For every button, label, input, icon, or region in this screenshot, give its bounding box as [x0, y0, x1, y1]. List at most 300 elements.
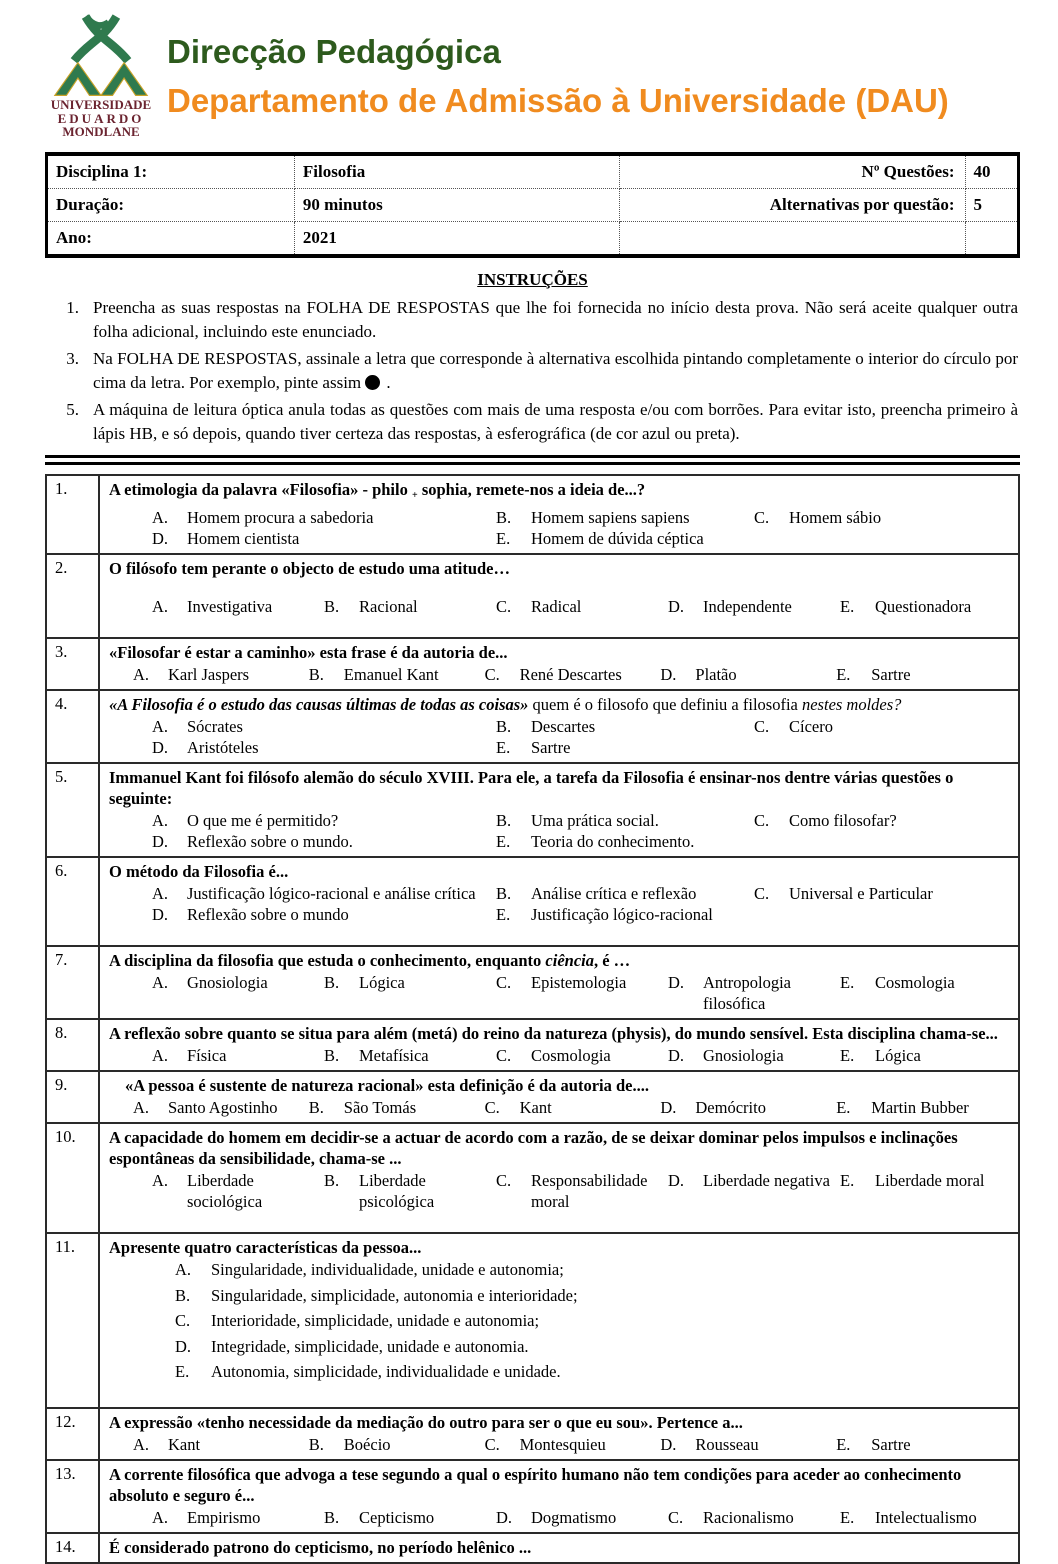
answer-option [324, 596, 496, 617]
option-letter: B. [496, 508, 512, 527]
question-body [99, 763, 1019, 857]
option-text: Boécio [343, 1434, 391, 1454]
option-text: Kant [168, 1434, 201, 1454]
option-text: Lógica [359, 973, 405, 992]
question-body [99, 554, 1019, 638]
question-row [46, 1233, 1019, 1408]
option-text: Liberdade moral [875, 1171, 985, 1190]
answer-option [668, 1045, 840, 1066]
option-letter: D. [660, 1434, 677, 1454]
question-stem [109, 1023, 1012, 1044]
stem-text: A disciplina da filosofia que estuda o conhecimento, enquanto [109, 951, 546, 970]
university-name-line: MONDLANE [62, 124, 140, 139]
question-row [46, 1123, 1019, 1233]
option-letter: C. [754, 884, 770, 903]
option-text: O que me é permitido? [187, 811, 339, 830]
department-title: Departamento de Admissão à Universidade (DAU) [167, 82, 949, 119]
question-stem [109, 1412, 1012, 1433]
answer-option [496, 831, 754, 852]
question-number: 11. [46, 1233, 99, 1408]
stem-text: A expressão «tenho necessidade da mediação do outro para ser o que eu sou». Pertence a... [109, 1412, 743, 1432]
answer-option [840, 1045, 1012, 1066]
options-grid3 [109, 810, 1012, 852]
option-text: Gnosiologia [703, 1046, 784, 1065]
answer-option [840, 1170, 1012, 1212]
header [45, 10, 1020, 148]
info-value: Filosofia [294, 154, 620, 189]
stem-text: nestes moldes? [801, 695, 902, 714]
option-text: Teoria do conhecimento. [531, 832, 695, 851]
answer-option [668, 596, 840, 617]
option-text: Homem sapiens sapiens [531, 508, 690, 527]
option-text: Epistemologia [531, 973, 627, 992]
option-text: Karl Jaspers [168, 665, 250, 684]
option-letter: A. [152, 508, 169, 527]
info-label: Duração: [47, 189, 295, 222]
option-letter: A. [133, 1098, 150, 1117]
instruction-item [45, 347, 1020, 395]
option-text: Sartre [531, 738, 571, 757]
question-number: 12. [46, 1408, 99, 1460]
option-letter: E. [840, 1171, 855, 1190]
option-text: Racionalismo [703, 1507, 794, 1527]
option-letter: D. [152, 738, 169, 757]
stem-text: O método da Filosofia é... [109, 862, 289, 881]
instructions-section [45, 270, 1020, 446]
answer-option [754, 507, 1012, 528]
answer-option [152, 1170, 324, 1212]
option-letter: B. [175, 1285, 191, 1305]
question-row [46, 475, 1019, 554]
answer-option [324, 1170, 496, 1212]
question-row [46, 1460, 1019, 1533]
question-row [46, 1408, 1019, 1460]
answer-option [836, 664, 1012, 685]
options-row [109, 1097, 1012, 1118]
option-letter: D. [496, 1507, 513, 1527]
answer-option [840, 1507, 1012, 1528]
info-value: 5 [965, 189, 1018, 222]
stem-text: «Filosofar é estar a caminho» esta frase é da autoria de... [109, 643, 508, 662]
question-number: 13. [46, 1460, 99, 1533]
info-value [965, 222, 1018, 257]
stem-text: A reflexão sobre quanto se situa para além (metá) do reino da natureza (physis), do mundo sensível. Esta disciplina chama-se... [109, 1024, 998, 1043]
info-label [620, 222, 965, 257]
answer-option [754, 716, 1012, 737]
answer-option [152, 810, 496, 831]
instruction-number: 3. [66, 349, 79, 368]
option-text: Gnosiologia [187, 973, 268, 992]
question-row [46, 1533, 1019, 1563]
option-text: Emanuel Kant [343, 665, 439, 684]
answer-option [152, 883, 496, 904]
answer-option [175, 1336, 1012, 1357]
option-letter: E. [496, 529, 511, 548]
option-text: René Descartes [519, 665, 622, 684]
question-number: 9. [46, 1071, 99, 1123]
option-text: Questionadora [875, 597, 972, 616]
options-row [109, 972, 1012, 1014]
instruction-item [45, 296, 1020, 344]
option-letter: B. [308, 665, 324, 684]
question-stem [109, 1537, 1012, 1558]
option-letter: D. [668, 1046, 685, 1065]
answer-option [668, 1170, 840, 1212]
option-letter: D. [668, 1171, 685, 1190]
answer-option [836, 1097, 1012, 1118]
answer-option [496, 528, 754, 549]
option-letter: B. [496, 884, 512, 903]
option-text: Homem sábio [789, 508, 882, 527]
option-letter: E. [496, 905, 511, 924]
option-text: Homem de dúvida céptica [531, 529, 704, 548]
option-letter: B. [324, 973, 340, 992]
stem-text: Immanuel Kant foi filósofo alemão do século XVIII. Para ele, a tarefa da Filosofia é ensinar-nos dentre várias questões o seguinte: [109, 768, 954, 808]
question-number: 3. [46, 638, 99, 690]
answer-option [660, 1434, 836, 1455]
answer-option [485, 1434, 661, 1455]
answer-option [485, 664, 661, 685]
answer-option [152, 596, 324, 617]
option-text: Martin Bubber [871, 1098, 969, 1117]
stem-text: «A Filosofia é o estudo das causas últimas de todas as coisas» [109, 695, 529, 714]
info-label: Nº Questões: [620, 154, 965, 189]
question-body [99, 857, 1019, 946]
option-letter: D. [668, 597, 685, 616]
question-body [99, 1460, 1019, 1533]
answer-option [152, 528, 496, 549]
stem-text: É considerado patrono do cepticismo, no período helênico ... [109, 1537, 532, 1557]
answer-option [496, 883, 754, 904]
question-row [46, 857, 1019, 946]
instruction-text [93, 296, 1020, 344]
answer-option [324, 972, 496, 1014]
option-text: Cícero [789, 717, 833, 736]
option-text: Descartes [531, 717, 596, 736]
option-letter: A. [152, 1171, 169, 1190]
option-letter: D. [668, 973, 685, 992]
question-stem [109, 767, 1012, 809]
uem-emblem-icon [51, 12, 151, 98]
option-text: Reflexão sobre o mundo [187, 905, 349, 924]
instruction-text-span: Na FOLHA DE RESPOSTAS, assinale a letra que corresponde à alternativa escolhida pintando completamente o interior do círculo por cima da letra. Por exemplo, pinte assim [93, 349, 1018, 392]
option-letter: A. [152, 597, 169, 616]
option-letter: C. [175, 1311, 191, 1330]
answer-option [152, 737, 496, 758]
question-stem [109, 558, 1012, 579]
option-letter: B. [308, 1434, 324, 1454]
option-letter: E. [840, 973, 855, 992]
option-letter: C. [754, 717, 770, 736]
option-text: Liberdade negativa [703, 1171, 830, 1190]
section-divider [45, 455, 1020, 465]
option-text: São Tomás [343, 1098, 417, 1117]
answer-option [840, 972, 1012, 1014]
info-row [47, 222, 1019, 257]
question-body [99, 1123, 1019, 1233]
info-value: 40 [965, 154, 1018, 189]
question-stem [109, 642, 1012, 663]
option-text: Santo Agostinho [168, 1098, 278, 1117]
answer-option [496, 596, 668, 617]
instructions-heading: INSTRUÇÕES [477, 270, 588, 289]
option-letter: A. [152, 1046, 169, 1065]
option-text: Homem cientista [187, 529, 300, 548]
option-text: Análise crítica e reflexão [531, 884, 697, 903]
option-letter: C. [754, 508, 770, 527]
instruction-number: 5. [66, 400, 79, 419]
answer-option [754, 810, 1012, 831]
option-letter: C. [484, 1098, 500, 1117]
option-text: Universal e Particular [789, 884, 933, 903]
option-letter: D. [175, 1336, 192, 1356]
instruction-item [45, 398, 1020, 446]
instruction-number: 1. [66, 298, 79, 317]
answer-option [496, 904, 754, 925]
question-row [46, 946, 1019, 1019]
answer-option [152, 1507, 324, 1528]
question-body [99, 475, 1019, 554]
stem-text: «A pessoa é sustente de natureza racional» esta definição é da autoria de.... [125, 1076, 649, 1095]
option-text: Cosmologia [531, 1046, 611, 1065]
info-value: 2021 [294, 222, 620, 257]
option-letter: B. [324, 597, 340, 616]
options-grid3 [109, 883, 1012, 925]
answer-option [133, 664, 309, 685]
option-text: Racional [359, 597, 418, 616]
question-stem [109, 1127, 1012, 1169]
option-text: Física [187, 1046, 227, 1065]
question-number: 4. [46, 690, 99, 763]
stem-text: A capacidade do homem em decidir-se a actuar de acordo com a razão, de se deixar dominar pelos impulsos e inclinações espontâneas da sensibilidade, chama-se ... [109, 1128, 958, 1168]
option-letter: E. [496, 738, 511, 757]
option-text: Demócrito [695, 1098, 766, 1117]
instruction-text [93, 398, 1020, 446]
question-body [99, 690, 1019, 763]
options-row [109, 596, 1012, 617]
answer-option [152, 831, 496, 852]
option-text: Cosmologia [875, 973, 955, 992]
answer-option [152, 1045, 324, 1066]
option-letter: E. [836, 1434, 851, 1454]
option-letter: A. [152, 717, 169, 736]
header-titles [157, 10, 949, 124]
question-stem [109, 1464, 1012, 1506]
option-letter: A. [133, 1434, 150, 1454]
questions-table [45, 474, 1020, 1564]
stem-text: , é … [593, 951, 631, 970]
option-letter: E. [175, 1362, 190, 1381]
option-letter: E. [496, 832, 511, 851]
question-stem [109, 694, 1012, 715]
answer-option [496, 737, 754, 758]
option-letter: D. [152, 832, 169, 851]
option-text: Integridade, simplicidade, unidade e autonomia. [211, 1336, 529, 1356]
option-text: Liberdade psicológica [359, 1171, 435, 1211]
option-text: Sócrates [187, 717, 243, 736]
stem-text: Apresente quatro características da pessoa... [109, 1238, 422, 1257]
question-row [46, 763, 1019, 857]
option-text: Sartre [871, 665, 911, 684]
question-stem [109, 1075, 1012, 1096]
option-text: Intelectualismo [875, 1507, 977, 1527]
question-body [99, 638, 1019, 690]
option-text: Reflexão sobre o mundo. [187, 832, 353, 851]
answer-option [836, 1434, 1012, 1455]
answer-option [152, 507, 496, 528]
university-name-line: EDUARDO [57, 110, 145, 126]
question-number: 5. [46, 763, 99, 857]
answer-option [668, 972, 840, 1014]
option-letter: A. [152, 973, 169, 992]
info-label: Alternativas por questão: [620, 189, 965, 222]
answer-option [175, 1361, 1012, 1382]
answer-option [485, 1097, 661, 1118]
option-text: Dogmatismo [531, 1507, 617, 1527]
instruction-text [93, 347, 1020, 395]
option-text: Investigativa [187, 597, 273, 616]
answer-option [133, 1097, 309, 1118]
option-letter: E. [840, 1046, 855, 1065]
answer-option [309, 664, 485, 685]
answer-option [496, 972, 668, 1014]
option-letter: C. [484, 665, 500, 684]
option-letter: E. [840, 1507, 855, 1527]
answer-option [840, 596, 1012, 617]
option-letter: E. [840, 597, 855, 616]
question-body [99, 1233, 1019, 1408]
answer-option [660, 1097, 836, 1118]
answer-option [496, 1170, 668, 1212]
option-text: Autonomia, simplicidade, individualidade e unidade. [211, 1362, 561, 1381]
stem-text: + [411, 490, 418, 501]
option-text: Singularidade, individualidade, unidade e autonomia; [211, 1260, 564, 1279]
question-row [46, 690, 1019, 763]
option-text: Independente [703, 597, 792, 616]
options-row [109, 664, 1012, 685]
option-text: Rousseau [695, 1434, 759, 1454]
question-body [99, 1071, 1019, 1123]
options-row [109, 1507, 1012, 1528]
option-letter: A. [152, 884, 169, 903]
option-letter: A. [152, 1507, 169, 1527]
option-letter: B. [324, 1507, 340, 1527]
answer-option [175, 1285, 1012, 1306]
option-letter: C. [496, 973, 512, 992]
info-row [47, 189, 1019, 222]
options-grid3 [109, 507, 1012, 549]
answer-option [324, 1507, 496, 1528]
option-text: Justificação lógico-racional [531, 905, 713, 924]
answer-option [496, 716, 754, 737]
answer-option [496, 507, 754, 528]
option-letter: C. [754, 811, 770, 830]
option-letter: C. [484, 1434, 500, 1454]
option-letter: A. [152, 811, 169, 830]
options-row [109, 1170, 1012, 1212]
question-row [46, 638, 1019, 690]
question-row [46, 1019, 1019, 1071]
option-text: Uma prática social. [531, 811, 659, 830]
info-value: 90 minutos [294, 189, 620, 222]
question-number: 1. [46, 475, 99, 554]
answer-option [754, 883, 1012, 904]
option-letter: C. [496, 1171, 512, 1190]
question-stem [109, 479, 1012, 506]
stem-text: sophia, remete-nos a ideia de...? [417, 480, 646, 499]
option-letter: B. [496, 717, 512, 736]
option-text: Kant [519, 1098, 552, 1117]
filled-circle-example-icon [365, 375, 380, 390]
answer-option [152, 716, 496, 737]
option-letter: D. [660, 1098, 677, 1117]
university-name-line: UNIVERSIDADE [50, 97, 152, 112]
info-label: Ano: [47, 222, 295, 257]
question-stem [109, 1237, 1012, 1258]
stem-text: A corrente filosófica que advoga a tese segundo a qual o espírito humano não tem condições para aceder ao conhecimento absoluto e seguro é... [109, 1464, 962, 1505]
answer-option [496, 810, 754, 831]
option-text: Responsabilidade moral [531, 1171, 648, 1211]
option-text: Lógica [875, 1046, 921, 1065]
options-stack [109, 1259, 1012, 1382]
option-text: Singularidade, simplicidade, autonomia e interioridade; [211, 1285, 578, 1305]
options-row [109, 1045, 1012, 1066]
question-number: 10. [46, 1123, 99, 1233]
option-letter: D. [152, 529, 169, 548]
options-row [109, 1434, 1012, 1455]
instruction-text-span: A máquina de leitura óptica anula todas as questões com mais de uma resposta e/ou com borrões. Para evitar isto, preencha primeiro à lápis HB, e só depois, quando tiver certeza das respostas, à esferográfica (de cor azul ou preta). [93, 400, 1018, 443]
question-number: 14. [46, 1533, 99, 1563]
answer-option [668, 1507, 840, 1528]
question-number: 8. [46, 1019, 99, 1071]
option-letter: E. [836, 1098, 851, 1117]
question-stem [109, 861, 1012, 882]
question-body [99, 1019, 1019, 1071]
question-body [99, 946, 1019, 1019]
option-text: Antropologia filosófica [703, 973, 791, 1013]
question-body [99, 1408, 1019, 1460]
answer-option [152, 972, 324, 1014]
answer-option [175, 1259, 1012, 1280]
answer-option [309, 1434, 485, 1455]
answer-option [152, 904, 496, 925]
option-letter: A. [133, 665, 150, 684]
instruction-text-span: Preencha as suas respostas na FOLHA DE RESPOSTAS que lhe foi fornecida no início desta prova. Não será aceite qualquer outra folha adicional, incluindo este enunciado. [93, 298, 1018, 341]
answer-option [175, 1310, 1012, 1331]
option-letter: B. [308, 1098, 324, 1117]
stem-text: A etimologia da palavra «Filosofia» - philo [109, 480, 412, 499]
option-text: Radical [531, 597, 582, 616]
option-letter: C. [668, 1507, 684, 1527]
option-text: Homem procura a sabedoria [187, 508, 374, 527]
answer-option [133, 1434, 309, 1455]
info-label: Disciplina 1: [47, 154, 295, 189]
question-number: 6. [46, 857, 99, 946]
answer-option [496, 1045, 668, 1066]
question-row [46, 554, 1019, 638]
option-letter: C. [496, 597, 512, 616]
option-letter: B. [324, 1046, 340, 1065]
university-name [45, 98, 157, 139]
option-letter: B. [324, 1171, 340, 1190]
stem-text: O filósofo tem perante o objecto de estudo uma atitude… [109, 559, 510, 578]
option-text: Interioridade, simplicidade, unidade e autonomia; [211, 1311, 540, 1330]
option-text: Empirismo [187, 1507, 261, 1527]
option-letter: D. [152, 905, 169, 924]
option-letter: B. [496, 811, 512, 830]
answer-option [496, 1507, 668, 1528]
option-letter: E. [836, 665, 851, 684]
